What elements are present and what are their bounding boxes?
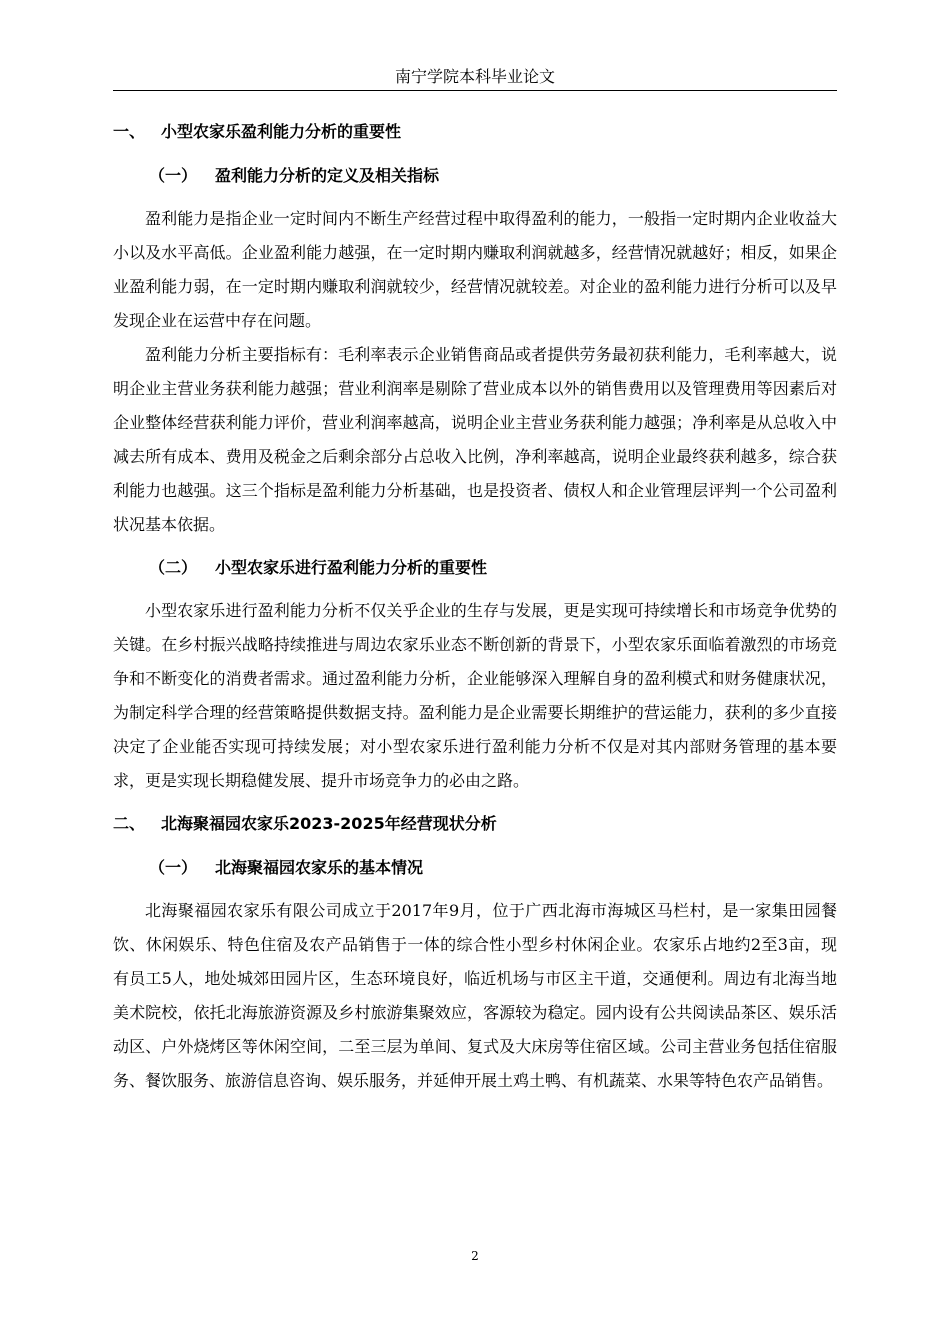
section-number: 一、 [113,122,146,141]
subsection-title: 北海聚福园农家乐的基本情况 [215,858,424,877]
section-heading [113,114,837,150]
paragraph: 盈利能力是指企业一定时间内不断生产经营过程中取得盈利的能力，一般指一定时期内企业收益大小以及水平高低。企业盈利能力越强，在一定时期内赚取利润就越多，经营情况就越好；相反，如果企业盈利能力弱，在一定时期内赚取利润就较少，经营情况就较差。对企业的盈利能力进行分析可以及早发现企业在运营中存在问题。 [113,209,837,330]
subsection-title: 盈利能力分析的定义及相关指标 [215,166,440,185]
subsection-heading [149,550,837,586]
document-body [113,114,837,1098]
subsection-heading [149,158,837,194]
paragraph: 小型农家乐进行盈利能力分析不仅关乎企业的生存与发展，更是实现可持续增长和市场竞争优势的关键。在乡村振兴战略持续推进与周边农家乐业态不断创新的背景下，小型农家乐面临着激烈的市场竞争和不断变化的消费者需求。通过盈利能力分析，企业能够深入理解自身的盈利模式和财务健康状况，为制定科学合理的经营策略提供数据支持。盈利能力是企业需要长期维护的营运能力，获利的多少直接决定了企业能否实现可持续发展；对小型农家乐进行盈利能力分析不仅是对其内部财务管理的基本要求，更是实现长期稳健发展、提升市场竞争力的必由之路。 [113,601,837,790]
subsection-number: （一） [149,858,198,877]
subsection-number: （二） [149,558,198,577]
page-header: 南宁学院本科毕业论文 [113,64,837,91]
paragraph: 北海聚福园农家乐有限公司成立于2017年9月，位于广西北海市海城区马栏村，是一家集田园餐饮、休闲娱乐、特色住宿及农产品销售于一体的综合性小型乡村休闲企业。农家乐占地约2至3亩，现有员工5人，地处城郊田园片区，生态环境良好，临近机场与市区主干道，交通便利。周边有北海当地美术院校，依托北海旅游资源及乡村旅游集聚效应，客源较为稳定。园内设有公共阅读品茶区、娱乐活动区、户外烧烤区等休闲空间，二至三层为单间、复式及大床房等住宿区域。公司主营业务包括住宿服务、餐饮服务、旅游信息咨询、娱乐服务，并延伸开展土鸡土鸭、有机蔬菜、水果等特色农产品销售。 [113,901,837,1090]
paragraph: 盈利能力分析主要指标有：毛利率表示企业销售商品或者提供劳务最初获利能力，毛利率越大，说明企业主营业务获利能力越强；营业利润率是剔除了营业成本以外的销售费用以及管理费用等因素后对企业整体经营获利能力评价，营业利润率越高，说明企业主营业务获利能力越强；净利率是从总收入中减去所有成本、费用及税金之后剩余部分占总收入比例，净利率越高，说明企业最终获利越多，综合获利能力也越强。这三个指标是盈利能力分析基础，也是投资者、债权人和企业管理层评判一个公司盈利状况基本依据。 [113,345,837,534]
page-number: 2 [471,1249,479,1263]
section-number: 二、 [113,814,146,833]
section-title: 北海聚福园农家乐2023-2025年经营现状分析 [161,814,497,833]
section-title: 小型农家乐盈利能力分析的重要性 [161,122,402,141]
section-heading [113,806,837,842]
subsection-heading [149,850,837,886]
subsection-title: 小型农家乐进行盈利能力分析的重要性 [215,558,488,577]
subsection-number: （一） [149,166,198,185]
